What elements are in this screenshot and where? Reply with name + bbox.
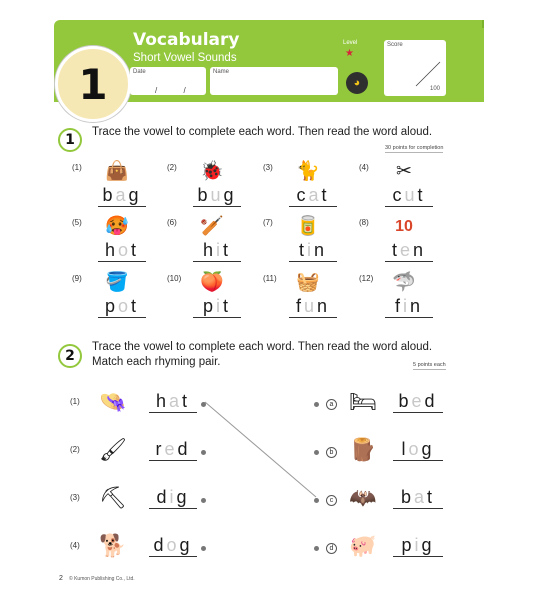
hot-icon: 🥵: [105, 216, 129, 237]
word-6[interactable]: [193, 240, 241, 262]
tin-icon: 🥫: [296, 216, 320, 237]
word-letter: h: [155, 391, 169, 411]
section-1-instruction: Trace the vowel to complete each word. Then read the word aloud.: [92, 126, 433, 138]
dog-icon: 🐕: [99, 533, 127, 558]
item-number: (3): [263, 163, 273, 172]
word-letter: g: [179, 535, 193, 555]
page-number: 2: [59, 575, 63, 582]
traced-vowel[interactable]: i: [216, 296, 223, 316]
word-underline: [98, 317, 146, 318]
traced-vowel[interactable]: e: [164, 439, 178, 459]
item-number: (9): [72, 274, 82, 283]
name-label: Name: [213, 69, 230, 75]
word-letter: t: [131, 296, 140, 316]
word-letter: l: [401, 439, 409, 459]
page-title: Vocabulary: [133, 30, 240, 50]
word-letter: n: [314, 240, 328, 260]
match-left-word-3[interactable]: [149, 487, 197, 509]
match-left-word-4[interactable]: [149, 535, 197, 557]
traced-vowel[interactable]: i: [403, 296, 410, 316]
fun-icon: 🧺: [296, 272, 320, 293]
word-letter: c: [392, 185, 405, 205]
option-letter: c: [326, 495, 337, 506]
word-underline: [98, 261, 146, 262]
match-dot-right[interactable]: [314, 546, 319, 551]
word-underline: [289, 317, 337, 318]
traced-vowel[interactable]: e: [399, 240, 413, 260]
traced-vowel[interactable]: a: [168, 391, 182, 411]
word-underline: [149, 508, 197, 509]
match-left-word-2[interactable]: [149, 439, 197, 461]
word-letter: g: [176, 487, 190, 507]
item-number: (1): [72, 163, 82, 172]
word-underline: [385, 206, 433, 207]
word-underline: [393, 412, 443, 413]
item-number: (3): [70, 493, 80, 502]
copyright: © Kumon Publishing Co., Ltd.: [69, 576, 135, 582]
section-2-instruction-line2: Match each rhyming pair.: [92, 356, 221, 368]
word-letter: t: [298, 240, 307, 260]
option-letter: b: [326, 447, 337, 458]
traced-vowel[interactable]: a: [413, 487, 427, 507]
word-letter: c: [296, 185, 309, 205]
section-1-points: 30 points for completion: [385, 145, 444, 151]
traced-vowel[interactable]: u: [210, 185, 224, 205]
word-underline: [193, 317, 241, 318]
item-number: (8): [359, 218, 369, 227]
match-right-word-a[interactable]: [393, 391, 443, 413]
word-underline: [149, 556, 197, 557]
fin-icon: 🦈: [392, 272, 416, 293]
word-underline: [149, 460, 197, 461]
section-2-number: 2: [58, 344, 82, 368]
word-4[interactable]: [385, 185, 433, 207]
word-letter: t: [223, 240, 232, 260]
word-letter: g: [421, 439, 435, 459]
word-letter: t: [417, 185, 426, 205]
item-number: (12): [359, 274, 374, 283]
date-label: Date: [133, 69, 146, 75]
ten-icon: 10: [395, 218, 413, 235]
word-letter: p: [202, 296, 216, 316]
cat-icon: 🐈: [296, 161, 320, 182]
word-letter: t: [223, 296, 232, 316]
word-letter: t: [427, 487, 436, 507]
word-letter: f: [394, 296, 403, 316]
word-underline: [289, 206, 337, 207]
item-number: (10): [167, 274, 182, 283]
word-letter: b: [398, 391, 412, 411]
traced-vowel[interactable]: o: [408, 439, 422, 459]
traced-vowel[interactable]: i: [169, 487, 177, 507]
word-letter: p: [401, 535, 415, 555]
word-letter: p: [104, 296, 118, 316]
word-letter: h: [202, 240, 216, 260]
score-max: 100: [430, 86, 441, 92]
word-7[interactable]: [289, 240, 337, 262]
word-underline: [289, 261, 337, 262]
word-letter: b: [197, 185, 211, 205]
match-dot-right[interactable]: [314, 498, 319, 503]
word-letter: t: [182, 391, 191, 411]
option-letter: a: [326, 399, 337, 410]
word-letter: b: [400, 487, 414, 507]
bag-icon: 👜: [105, 161, 129, 182]
word-letter: h: [104, 240, 118, 260]
log-icon: 🪵: [349, 437, 377, 462]
hat-icon: 👒: [99, 389, 127, 414]
item-number: (2): [70, 445, 80, 454]
bug-icon: 🐞: [200, 161, 224, 182]
word-underline: [393, 508, 443, 509]
traced-vowel[interactable]: a: [308, 185, 322, 205]
traced-vowel[interactable]: o: [117, 296, 131, 316]
level-star-icon: ★: [345, 48, 354, 59]
page-subtitle: Short Vowel Sounds: [133, 52, 237, 64]
traced-vowel[interactable]: e: [411, 391, 425, 411]
word-2[interactable]: [193, 185, 241, 207]
match-right-word-d[interactable]: [393, 535, 443, 557]
traced-vowel[interactable]: u: [303, 296, 317, 316]
item-number: (4): [359, 163, 369, 172]
traced-vowel[interactable]: i: [307, 240, 314, 260]
pig-icon: 🐖: [349, 533, 377, 558]
word-12[interactable]: [385, 296, 433, 318]
word-5[interactable]: [98, 240, 146, 262]
match-dot-left[interactable]: [201, 498, 206, 503]
date-separators: / /: [155, 86, 198, 95]
word-underline: [385, 261, 433, 262]
option-letter: d: [326, 543, 337, 554]
match-dot-left[interactable]: [201, 450, 206, 455]
match-dot-right[interactable]: [314, 450, 319, 455]
pit-icon: 🍑: [200, 272, 224, 293]
item-number: (4): [70, 541, 80, 550]
red-paint-icon: 🖌: [99, 437, 127, 462]
bed-icon: 🛏: [349, 389, 377, 414]
item-number: (6): [167, 218, 177, 227]
word-letter: t: [391, 240, 400, 260]
word-letter: g: [421, 535, 435, 555]
word-11[interactable]: [289, 296, 337, 318]
word-letter: g: [223, 185, 237, 205]
word-underline: [385, 317, 433, 318]
section-2-instruction-line1: Trace the vowel to complete each word. Then read the word aloud.: [92, 341, 433, 353]
word-letter: t: [131, 240, 140, 260]
match-left-word-1[interactable]: [149, 391, 197, 413]
word-9[interactable]: [98, 296, 146, 318]
word-letter: d: [177, 439, 191, 459]
score-label: Score: [387, 42, 403, 48]
match-right-word-c[interactable]: [393, 487, 443, 509]
item-number: (11): [263, 274, 277, 283]
word-letter: t: [321, 185, 330, 205]
section-1-number: 1: [58, 128, 82, 152]
word-10[interactable]: [193, 296, 241, 318]
traced-vowel[interactable]: u: [404, 185, 418, 205]
word-letter: d: [156, 487, 170, 507]
item-number: (5): [72, 218, 82, 227]
pot-icon: 🪣: [105, 272, 129, 293]
bat-icon: 🦇: [349, 485, 377, 510]
word-letter: g: [128, 185, 142, 205]
word-underline: [149, 412, 197, 413]
word-underline: [393, 556, 443, 557]
hit-icon: 🏏: [200, 216, 224, 237]
match-line: [205, 402, 316, 497]
unit-number-badge: 1: [55, 46, 131, 122]
level-label: Level: [343, 40, 358, 46]
mascot-icon: ◕: [346, 72, 368, 94]
item-number: (2): [167, 163, 177, 172]
word-underline: [193, 206, 241, 207]
word-letter: n: [410, 296, 424, 316]
word-underline: [98, 206, 146, 207]
word-letter: f: [295, 296, 304, 316]
traced-vowel[interactable]: o: [166, 535, 180, 555]
word-1[interactable]: [98, 185, 146, 207]
match-right-word-b[interactable]: [393, 439, 443, 461]
traced-vowel[interactable]: i: [216, 240, 223, 260]
word-underline: [193, 261, 241, 262]
match-dot-left[interactable]: [201, 546, 206, 551]
traced-vowel[interactable]: a: [115, 185, 129, 205]
word-letter: b: [102, 185, 116, 205]
dig-icon: ⛏: [99, 485, 127, 510]
match-dot-left[interactable]: [201, 402, 206, 407]
traced-vowel[interactable]: i: [414, 535, 422, 555]
word-3[interactable]: [289, 185, 337, 207]
traced-vowel[interactable]: o: [117, 240, 131, 260]
cut-icon: ✂: [396, 161, 412, 182]
section-2-points: 5 points each: [413, 362, 446, 368]
word-underline: [393, 460, 443, 461]
word-letter: n: [317, 296, 331, 316]
item-number: (1): [70, 397, 80, 406]
match-dot-right[interactable]: [314, 402, 319, 407]
word-letter: d: [424, 391, 438, 411]
item-number: (7): [263, 218, 273, 227]
word-8[interactable]: [385, 240, 433, 262]
word-letter: d: [153, 535, 167, 555]
word-letter: r: [155, 439, 165, 459]
word-letter: n: [413, 240, 427, 260]
